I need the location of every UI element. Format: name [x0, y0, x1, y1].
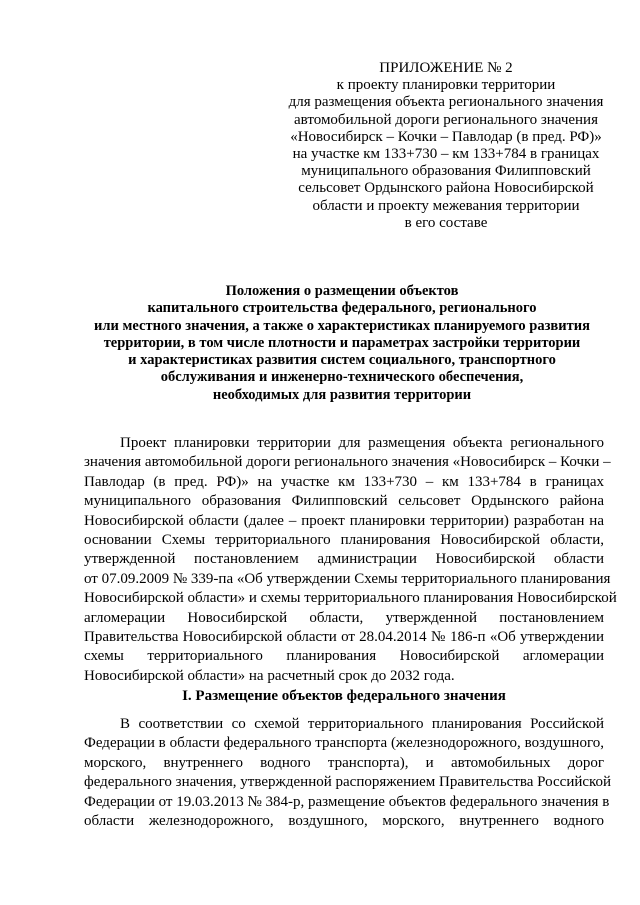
- paragraph-line: Новосибирской области» и схемы территориального планирования Новосибирской: [84, 590, 617, 607]
- section-heading: I. Размещение объектов федерального значения: [182, 688, 506, 704]
- title-line: обслуживания и инженерно-технического обеспечения,: [160, 369, 524, 386]
- appendix-line: «Новосибирск – Кочки – Павлодар (в пред. РФ)»: [290, 128, 602, 145]
- paragraph-line: Федерации в области федерального транспорта (железнодорожного, воздушного,: [84, 735, 604, 752]
- paragraph-line: Проект планировки территории для размещения объекта регионального: [120, 435, 604, 451]
- appendix-line: области и проекту межевания территории: [312, 197, 580, 214]
- appendix-line: для размещения объекта регионального значения: [288, 94, 604, 111]
- title-line: и характеристиках развития систем социального, транспортного: [128, 352, 556, 369]
- paragraph-line: Павлодар (в пред. РФ)» на участке км 133+730 – км 133+784 в границах: [84, 473, 604, 490]
- title-line: Положения о размещении объектов: [225, 283, 459, 299]
- paragraph-line: Новосибирской области» на расчетный срок до 2032 года.: [84, 667, 455, 684]
- appendix-line: сельсовет Ордынского района Новосибирской: [298, 180, 594, 197]
- appendix-line: ПРИЛОЖЕНИЕ № 2: [379, 60, 513, 76]
- document-title: [60, 283, 624, 404]
- paragraph-line: федерального значения, утвержденной распоряжением Правительства Российской: [84, 774, 612, 791]
- paragraph-line: схемы территориального планирования Новосибирской агломерации: [84, 648, 604, 665]
- title-line: капитального строительства федерального, регионального: [147, 300, 537, 317]
- title-line: или местного значения, а также о характеристиках планируемого развития: [94, 317, 590, 334]
- paragraph-line: Федерации от 19.03.2013 № 384-р, размещение объектов федерального значения в: [84, 793, 610, 810]
- title-line: территории, в том числе плотности и параметрах застройки территории: [103, 334, 581, 351]
- appendix-line: на участке км 133+730 – км 133+784 в границах: [292, 146, 600, 163]
- title-line: необходимых для развития территории: [212, 386, 472, 403]
- paragraph-line: Правительства Новосибирской области от 28.04.2014 № 186-п «Об утверждении: [84, 628, 604, 645]
- paragraph-line: Новосибирской области (далее – проект планировки территории) разработан на: [84, 512, 604, 529]
- intro-paragraph: [84, 434, 617, 686]
- paragraph-line: утвержденной постановлением администрации Новосибирской области: [84, 551, 604, 568]
- paragraph-line: морского, внутреннего водного транспорта), и автомобильных дорог: [84, 754, 604, 771]
- appendix-line: к проекту планировки территории: [336, 77, 556, 94]
- paragraph-line: В соответствии со схемой территориального планирования Российской: [120, 716, 604, 732]
- appendix-line: в его составе: [404, 214, 488, 231]
- paragraph-line: муниципального образования Филипповский сельсовет Ордынского района: [84, 493, 604, 510]
- section-paragraph: [84, 715, 612, 831]
- paragraph-line: значения автомобильной дороги регионального значения «Новосибирск – Кочки –: [84, 454, 611, 471]
- appendix-line: автомобильной дороги регионального значения: [294, 111, 598, 128]
- paragraph-line: области железнодорожного, воздушного, морского, внутреннего водного: [84, 812, 604, 829]
- paragraph-line: агломерации Новосибирской области, утвержденной постановлением: [84, 609, 604, 626]
- paragraph-line: от 07.09.2009 № 339-па «Об утверждении Схемы территориального планирования: [84, 570, 611, 587]
- paragraph-line: основании Схемы территориального планирования Новосибирской области,: [84, 531, 604, 548]
- appendix-line: муниципального образования Филипповский: [301, 163, 591, 180]
- appendix-header: [276, 60, 616, 232]
